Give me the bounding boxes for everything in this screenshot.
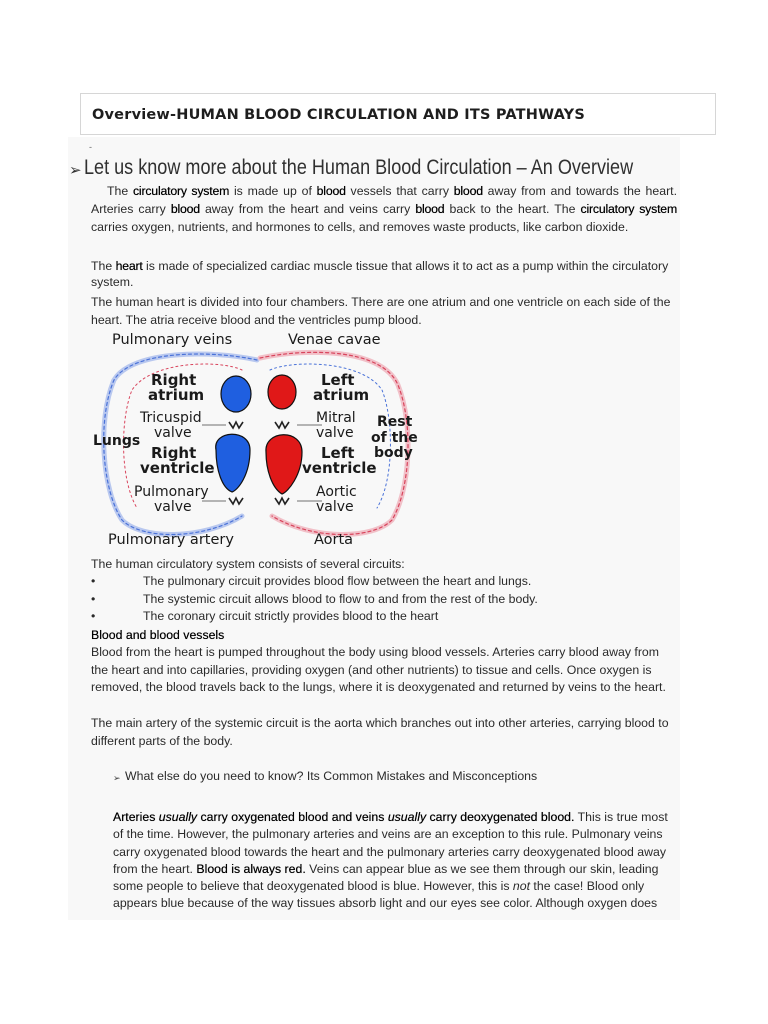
right-atrium-shape: [221, 376, 251, 412]
intro-paragraph: The circulatory system is made up of blood vessels that carry blood away from and towards the heart. Arteries carry blood away from the heart and veins carry blood back to the heart. The circulatory system carries oxygen, nutrients, and hormones to cells, and removes waste products, like carbon dioxide.: [91, 184, 677, 234]
main-heading: Let us know more about the Human Blood Circulation – An Overview: [84, 156, 634, 179]
arrow-bullet-icon: ➢: [113, 773, 121, 783]
page-title: Overview-HUMAN BLOOD CIRCULATION AND ITS PATHWAYS: [92, 107, 585, 123]
chambers-paragraph: The human heart is divided into four chambers. There are one atrium and one ventricle on each side of the heart. The atria receive blood and the ventricles pump blood.: [91, 295, 671, 327]
pulmonary-vessels: [104, 352, 408, 534]
label-pulmonary-valve: valve: [154, 499, 192, 515]
label-pulmonary: Pulmonary: [134, 484, 209, 500]
label-ventricle-left: ventricle: [302, 459, 377, 477]
label-pulmonary-artery: Pulmonary artery: [108, 532, 234, 548]
label-left: Left: [321, 371, 355, 389]
label-ventricle-right: ventricle: [140, 459, 215, 477]
label-venae-cavae: Venae cavae: [288, 332, 381, 348]
label-pulmonary-veins: Pulmonary veins: [112, 332, 233, 348]
misconceptions-paragraph: Arteries usually carry oxygenated blood and veins usually carry deoxygenated blood. This is true most of the time. However, the pulmonary arteries and veins are an exception to this rule. Pulmonary veins carry oxygenated blood towards the heart and the pulmonary arteries carry deoxygenated blood away from the heart. Blood is always red. Veins can appear blue as we see them through our skin, leading some people to believe that deoxygenated blood is blue. However, this is not the case! Blood only appears blue because of the way tissues absorb light and our eyes see color. Although oxygen does: [113, 810, 668, 911]
right-ventricle-shape: [216, 434, 250, 492]
label-mitral: Mitral: [316, 410, 356, 426]
bullet-icon: •: [91, 609, 96, 623]
section-heading-vessels: Blood and blood vessels: [91, 628, 225, 642]
label-mitral-valve: valve: [316, 425, 354, 441]
label-of-the: of the: [371, 430, 418, 446]
label-body: body: [374, 445, 413, 461]
subsection-question: What else do you need to know? Its Common Mistakes and Misconceptions: [125, 769, 538, 783]
heart-paragraph: The heart is made of specialized cardiac muscle tissue that allows it to act as a pump within the circulatory system.: [91, 259, 669, 289]
dash-mark: -: [89, 142, 92, 152]
label-right: Right: [151, 371, 197, 389]
aorta-paragraph: The main artery of the systemic circuit is the aorta which branches out into other arteries, carrying blood to different parts of the body.: [91, 716, 669, 748]
label-right-2: Right: [151, 444, 197, 462]
vessels-paragraph: Blood from the heart is pumped throughout the body using blood vessels. Arteries carry blood away from the heart and into capillaries, providing oxygen (and other nutrients) to tissue and cells. Once oxygen is removed, the blood travels back to the lungs, where it is deoxygenated and returned by veins to the heart.: [91, 645, 666, 694]
label-aortic-valve: valve: [316, 499, 354, 515]
label-left-2: Left: [321, 444, 355, 462]
left-atrium-shape: [268, 375, 296, 409]
label-aortic: Aortic: [316, 484, 357, 500]
bullet-icon: •: [91, 592, 96, 606]
label-atrium-left: atrium: [313, 386, 370, 404]
label-tricuspid: Tricuspid: [140, 410, 202, 426]
bullet-icon: •: [91, 574, 96, 588]
label-rest: Rest: [377, 414, 413, 430]
label-atrium-right: atrium: [148, 386, 205, 404]
label-aorta: Aorta: [314, 532, 354, 548]
circuits-intro: The human circulatory system consists of several circuits:: [91, 557, 405, 571]
label-tricuspid-valve: valve: [154, 425, 192, 441]
label-lungs: Lungs: [93, 433, 141, 449]
heart-circulation-diagram: [92, 330, 420, 550]
left-ventricle-shape: [266, 435, 302, 494]
title-box: [80, 93, 716, 135]
arrow-bullet-icon: ➢: [69, 162, 82, 179]
